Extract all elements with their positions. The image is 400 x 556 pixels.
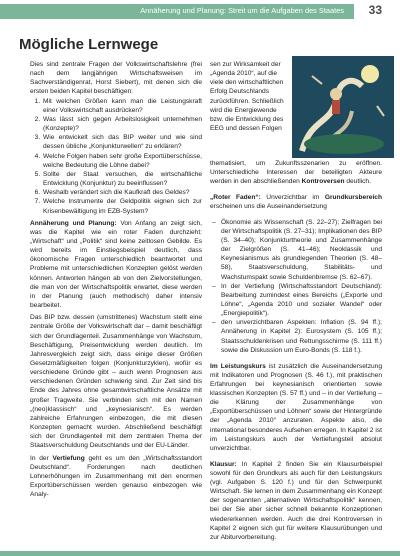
roter-faden-end: erscheinen uns die Auseinandersetzung bbox=[210, 202, 327, 210]
intro-paragraph: Dies sind zentrale Fragen der Volkswirtschaftslehre (frei nach dem langjährigen Wirtschaftsweisen im Sachverständigenrat, Horst Siebert), mit denen sich die ersten beiden Kapitel beschäftigen: bbox=[30, 61, 202, 96]
question-item: 2. Was lässt sich gegen Arbeitslosigkeit unternehmen (Konzepte)? bbox=[42, 115, 202, 133]
right-wrap-text: sen zur Wirksamkeit der „Agenda 2010“, auf die viele den wirtschaftlichen Erfolg Deutschlands zurückführen. Schließlich wird die Energiewende bzw. die Entwicklung des EEG und dessen Folgen bbox=[210, 61, 284, 133]
continued-paragraph bbox=[210, 159, 382, 186]
planning-lead: Annäherung und Planung: bbox=[30, 219, 117, 227]
question-list bbox=[30, 97, 202, 216]
bip-paragraph: Das BIP bzw. dessen (umstrittenes) Wachstum stellt eine zentrale Größe der Volkswirtschaft dar – damit beschäftigt sich der Grundlagenteil. Zusammenhänge von Wachstum, Beschäftigung, Preisentwicklung werden deutlich. Im Jahresvergleich zeigt sich, dass einige dieser Größen Gesetzmäßigkeiten folgen (Konjunkturzyklen), wofür es verschiedene Gründe gibt – auch wenn Prognosen aus verschiedenen Gründen schwierig sind. Zur Zeit sind bis Ende des Jahres ohne gesamtwirtschaftliche Ansätze mit großer Tragweite. Sie verbinden sich mit den Namen „(neo)klassisch“ und „keynesianisch“. Es werden zahlreiche Erfahrungen einbezogen, die mit diesen Konzepten gemacht wurden. Abschließend beschäftigt sich der Grundlagenteil mit dem zentralen Thema der Staatsverschuldung Deutschlands und der EU-Länder. bbox=[30, 314, 202, 450]
footer-bar bbox=[0, 551, 400, 556]
question-item: 5. Sollte der Staat versuchen, die wirtschaftliche Entwicklung (Konjunktur) zu beeinflussen? bbox=[42, 170, 202, 188]
page-number: 33 bbox=[368, 3, 382, 17]
continued-text: thematisiert, um Zukunftsszenarien zu eröffnen. Unterschiedliche Interessen der beteiligten Akteure werden in den abschließenden bbox=[210, 159, 382, 185]
vertiefung-lead: Vertiefung bbox=[52, 454, 85, 462]
cartoon-illustration bbox=[292, 56, 394, 158]
running-title: Annäherung und Planung: Streit um die Aufgaben des Staates bbox=[140, 6, 344, 15]
list-item: – In der Vertiefung (Wirtschaftsstandort Deutschland): Bearbeitung zumindest eines Bereichs („Exporte und Löhne“, „Agenda 2010 und sozialer Wandel“ oder „Energiepolitik“). bbox=[221, 282, 382, 319]
planning-text: Von Anfang an zeigt sich, was die Kapitel wie ein roter Faden durchzieht: „Wirtschaft“ und „Politik“ sind keine zeitlosen Gebilde. Es wird bereits im Einstiegsbeispiel deutlich, dass ökonomische Fragen unterschiedlich beantwortet und Probleme mit unterschiedlichen Konzepten gelöst werden können. Antworten hängen ab von den Zielvorstellungen, die man von der Wirtschaftspolitik erwartet, diese werden in der Planung (auch methodisch) daher intensiv bearbeitet. bbox=[30, 219, 202, 310]
klausur-lead: Klausur: bbox=[210, 460, 237, 468]
vertiefung-text: geht es um den „Wirtschaftsstandort Deutschland“. Forderungen nach deutlichen Lohnerhöhungen im Zusammenhang mit den enormen Exportüberschüssen werden genauso einbezogen wie Analy- bbox=[30, 454, 202, 499]
list-item: – den unverzichtbaren Aspekten: Inflation (S. 94 ff.); Annäherung in Kapitel 2): Eurosystem (S. 105 ff.); Staatsschuldenkrisen und Rettungsschirme (S. 111 ff.) sowie die Diskussion um Euro-Bonds (S. 118 f.). bbox=[221, 318, 382, 355]
planning-paragraph bbox=[30, 219, 202, 311]
section-title: Mögliche Lernwege bbox=[19, 36, 159, 53]
question-item: 1. Mit welchen Größen kann man die Leistungskraft einer Volkswirtschaft ausdrücken? bbox=[42, 97, 202, 115]
klausur-text: In Kapitel 2 finden Sie ein Klausurbeispiel sowohl für den Grundkurs als auch für den Leistungskurs (vgl. Aufgaben S. 120 f.) und für den Schwerpunkt Wirtschaft. Sie lernen in dem Zusammenhang ein Konzept der sogenannten „alternativen Wirtschaftspolitik“ kennen, bei der Sie aber sicher schnell bekannte Konzeptionen wiedererkennen werden. Auch die drei Kontroversen in Kapitel 2 eignen sich gut für weitere Klausurübungen und zur Abiturvorbereitung. bbox=[210, 460, 382, 541]
roter-faden-lead: „Roter Faden“: bbox=[210, 193, 261, 201]
question-item: 7. Welche Instrumente der Geldpolitik eignen sich zur Krisenbewältigung im EZB-System? bbox=[42, 197, 202, 215]
vertiefung-pre: In der bbox=[30, 454, 53, 462]
question-item: 4. Welche Folgen haben sehr große Exportüberschüsse, welche Bedeutung die Löhne dabei? bbox=[42, 152, 202, 170]
leistungskurs-paragraph bbox=[210, 362, 382, 454]
roter-faden-list bbox=[210, 218, 382, 355]
roter-faden-paragraph bbox=[210, 193, 382, 211]
grundkurs-word: Grundkursbereich bbox=[324, 193, 382, 201]
klausur-paragraph bbox=[210, 460, 382, 542]
leistungskurs-lead: Im Leistungskurs bbox=[210, 362, 266, 370]
leistungskurs-text: ist zusätzlich die Auseinandersetzung mit Indikatoren und Prognosen (S. 46 f.), mit praktischen Erfahrungen bei keynesianisch orientierten sowie klassischen Konzepten (S. 57 ff.) und – in der Vertiefung – die Klärung der Zusammenhänge von „Exportüberschüssen und Löhnen“ sowie der Hintergründe der „Agenda 2010“ anzuraten. Aspekte also, die international besonderes Aufsehen erregen. In Kapitel 2 ist im Leistungskurs auch der Vertiefungsteil absolut unverzichtbar. bbox=[210, 362, 382, 452]
question-item: 6. Weshalb verändert sich die Kaufkraft des Geldes? bbox=[42, 188, 202, 197]
continued-end: deutlich. bbox=[344, 177, 371, 185]
kontroversen-word: Kontroversen bbox=[301, 177, 345, 185]
header bbox=[0, 0, 400, 26]
left-column bbox=[30, 60, 202, 499]
question-item: 3. Wie entwickelt sich das BIP weiter und wie sind dessen übliche „Konjunkturwellen“ zu erklären? bbox=[42, 133, 202, 151]
right-column bbox=[210, 152, 382, 549]
roter-faden-text: Unverzichtbar im bbox=[260, 193, 325, 201]
vertiefung-paragraph bbox=[30, 454, 202, 500]
list-item: – Ökonomie als Wissenschaft (S. 22–27); Zielfragen bei der Wirtschaftspolitik (S. 27–31); Implikationen des BIP (S. 34–40); Konjunkturtheorie und Zusammenhänge der Zielgrößen (S. 41–46); Neoklassik und Keynesianismus als grundlegenden Theorien (S. 48–58), Staatsverschuldung, Stabilitäts- und Wachstumspakt sowie Schuldenbremse (S. 62–67). bbox=[221, 218, 382, 282]
